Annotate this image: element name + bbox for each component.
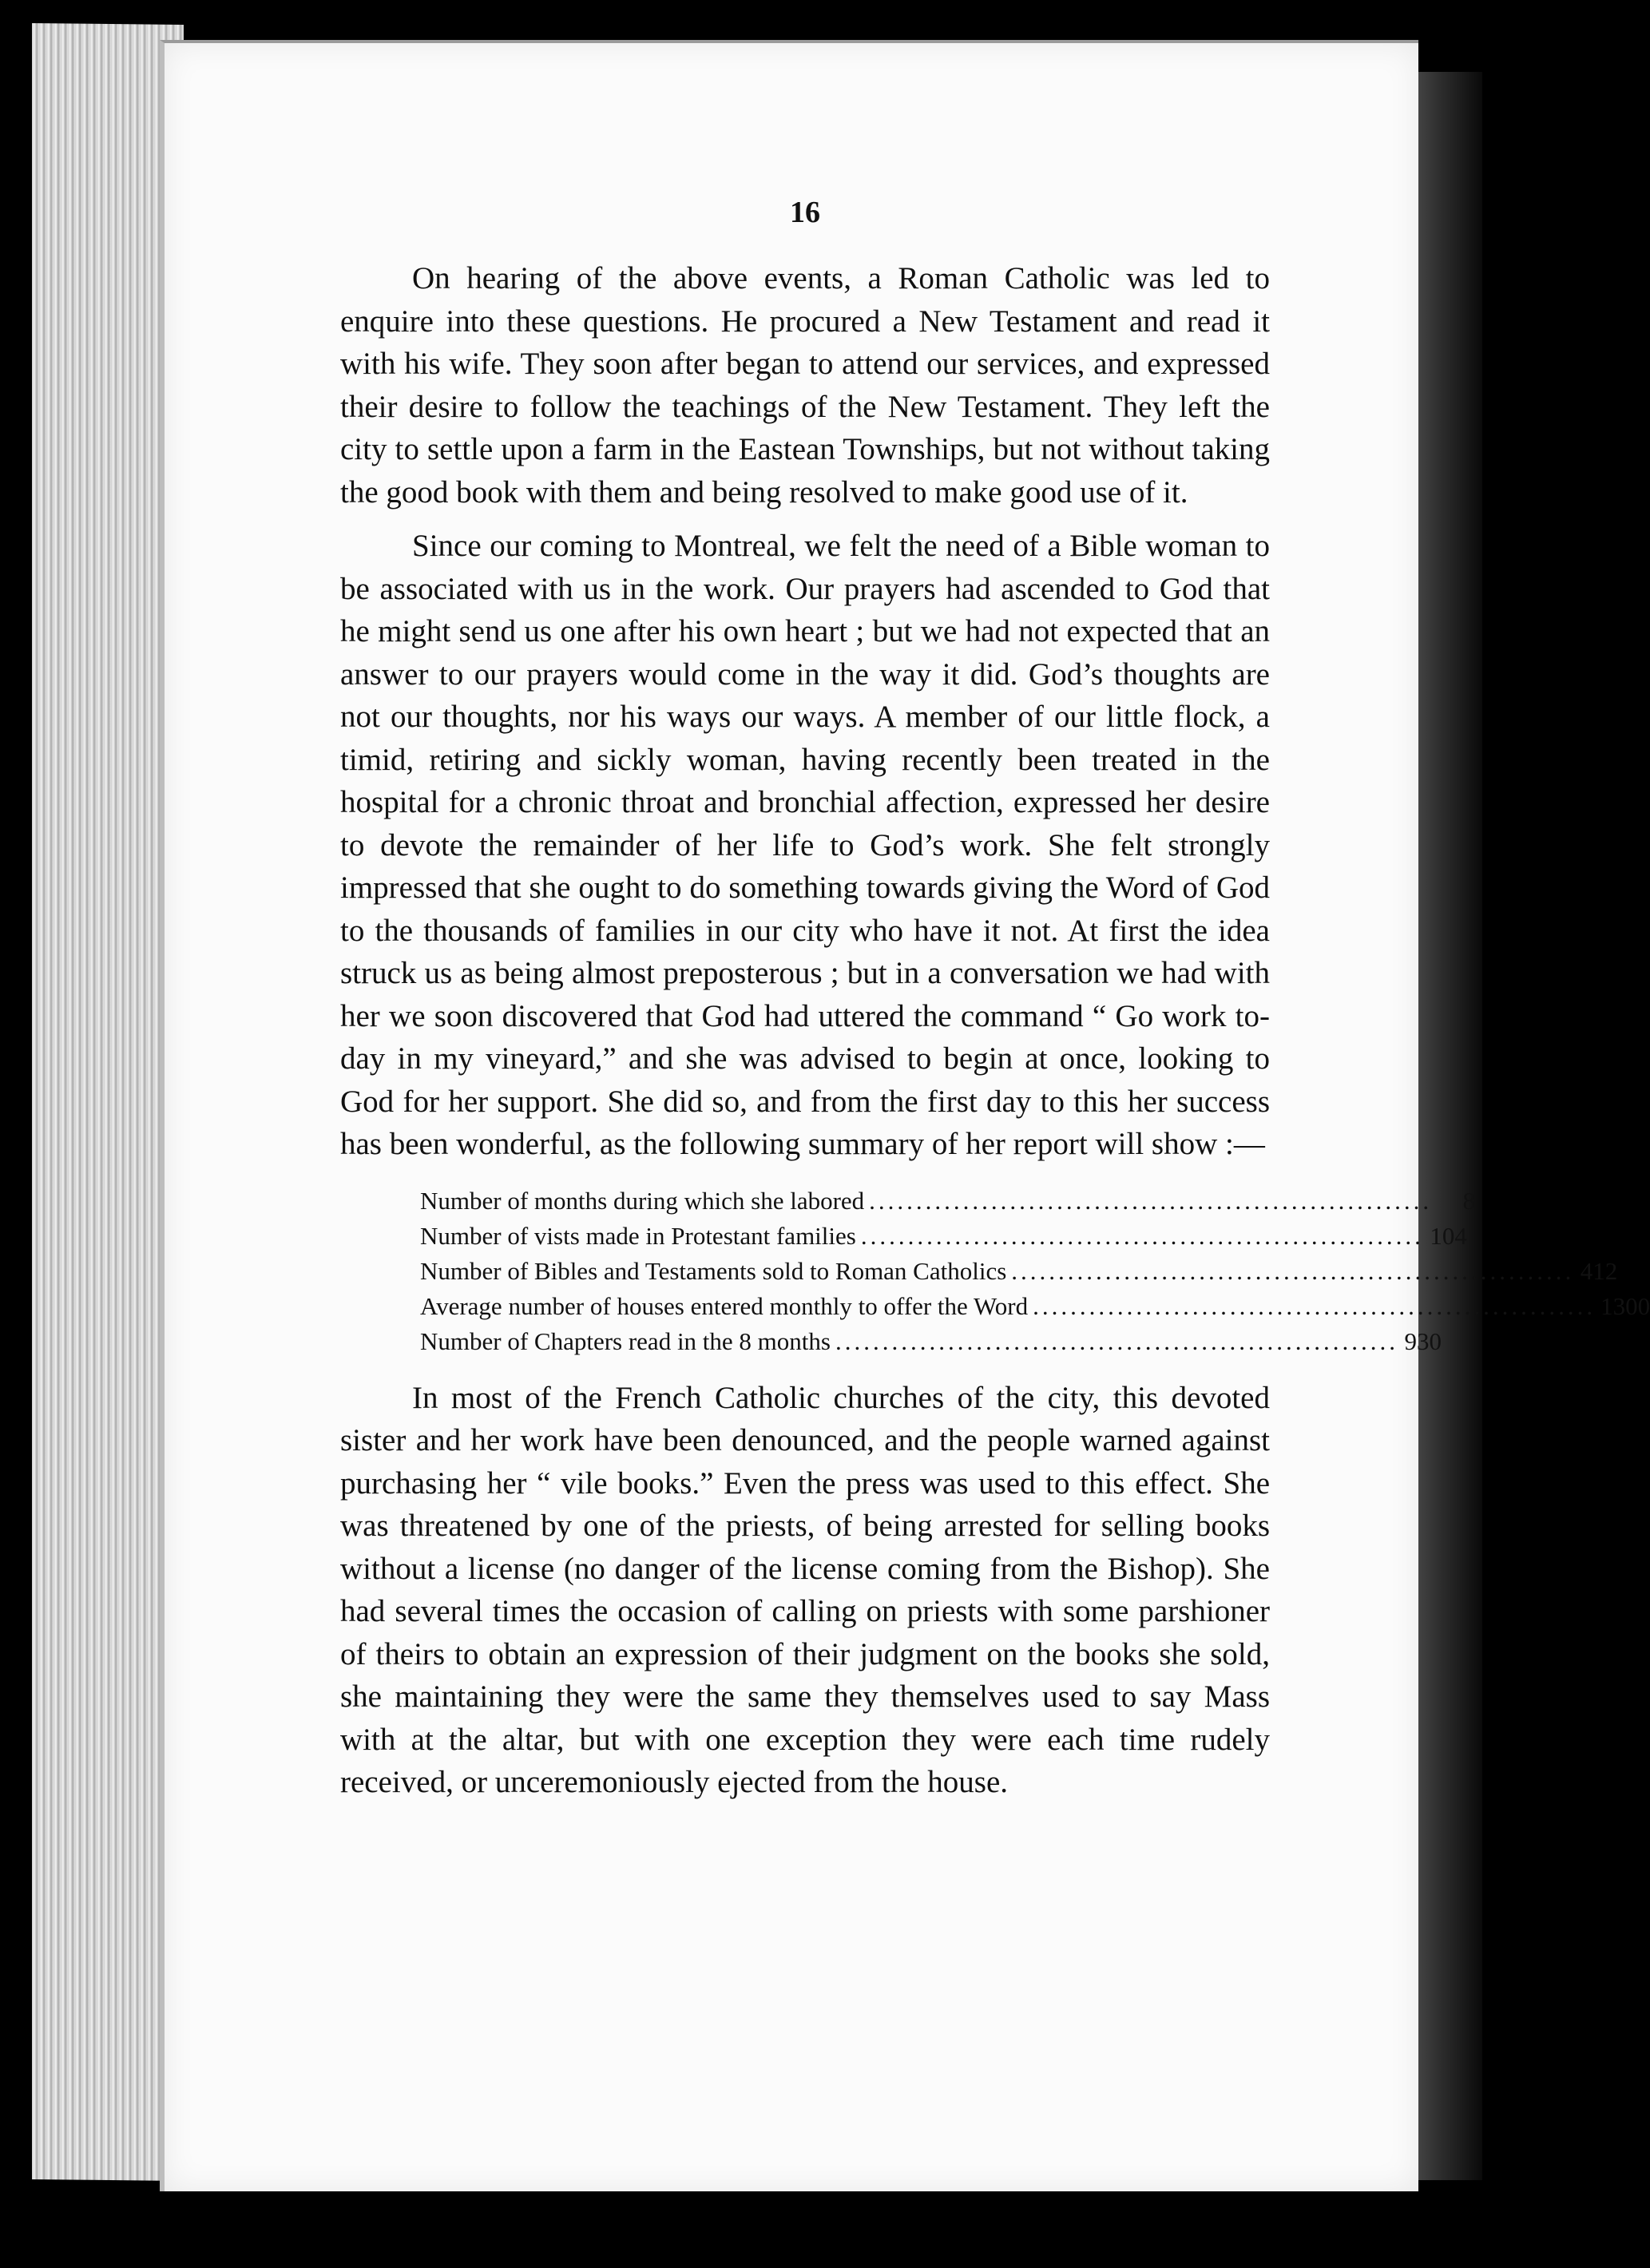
paragraph-denounced: In most of the French Catholic churches of the city, this devoted sister and her work have been denounced, and the people warned against purchasing her “ vile books.” Even the press was used to this effect. She was threatened by one of the priests, of being arrested for selling books without a license (no danger of the license coming from the Bishop). She had several times the occasion of calling on priests with some parshioner of theirs to obtain an expression of their judgment on the books she sold, she maintaining they were the same they themselves used to say Mass with at the altar, but with one exception they were each time rudely received, or unceremoniously ejected from the house. — [340, 1380, 1270, 1799]
report-summary-table — [420, 1184, 1650, 1359]
summary-value: 930 — [1404, 1326, 1442, 1355]
summary-value: 104 — [1430, 1221, 1467, 1250]
summary-label: Number of Chapters read in the 8 months — [420, 1326, 831, 1355]
book-page — [160, 40, 1650, 2191]
summary-row — [420, 1254, 1618, 1289]
page-text-block — [340, 195, 1650, 1815]
dot-leader: ............................................................ — [1033, 1291, 1596, 1320]
summary-row — [420, 1184, 1476, 1219]
paragraph-roman-catholic: On hearing of the above events, a Roman Catholic was led to enquire into these questions. He procured a New Testament and read it with his wife. They soon after began to attend our services, and expressed their desire to follow the teachings of the New Testament. They left the city to settle upon a farm in the Eastean Townships, but not without taking the good book with them and being resolved to make good use of it. — [340, 261, 1270, 510]
dot-leader: ............................................................ — [869, 1186, 1433, 1215]
summary-label: Number of vists made in Protestant families — [420, 1221, 856, 1250]
dot-leader: ............................................................ — [1011, 1256, 1575, 1285]
dot-leader: ............................................................ — [835, 1326, 1398, 1355]
summary-label: Number of Bibles and Testaments sold to Roman Catholics — [420, 1256, 1007, 1285]
paragraph-bible-woman: Since our coming to Montreal, we felt the need of a Bible woman to be associated with us in the work. Our prayers had ascended to God that he might send us one after his own heart ; but we had not expected that an answer to our prayers would come in the way it did. God’s thoughts are not our thoughts, nor his ways our ways. A member of our little flock, a timid, retiring and sickly woman, having recently been treated in the hospital for a chronic throat and bronchial affection, expressed her desire to devote the remainder of her life to God’s work. She felt strongly impressed that she ought to do something towards giving the Word of God to the thousands of families in our city who have it not. At first the idea struck us as being almost preposterous ; but in a conversation we had with her we soon discovered that God had uttered the command “ Go work to-day in my vineyard,” and she was advised to begin at once, looking to God for her support. She did so, and from the first day to this her success has been wonderful, as the following summary of her report will show :— — [340, 529, 1270, 1161]
summary-row — [420, 1219, 1467, 1254]
summary-value: 1300 — [1600, 1291, 1650, 1320]
summary-row — [420, 1324, 1442, 1359]
dot-leader: ............................................................ — [860, 1221, 1424, 1250]
summary-value: 412 — [1580, 1256, 1618, 1285]
summary-label: Average number of houses entered monthly to offer the Word — [420, 1291, 1029, 1320]
summary-row — [420, 1289, 1650, 1324]
page-number: 16 — [790, 196, 820, 229]
summary-label: Number of months during which she labored — [420, 1186, 865, 1215]
summary-value: 8 — [1462, 1186, 1476, 1215]
